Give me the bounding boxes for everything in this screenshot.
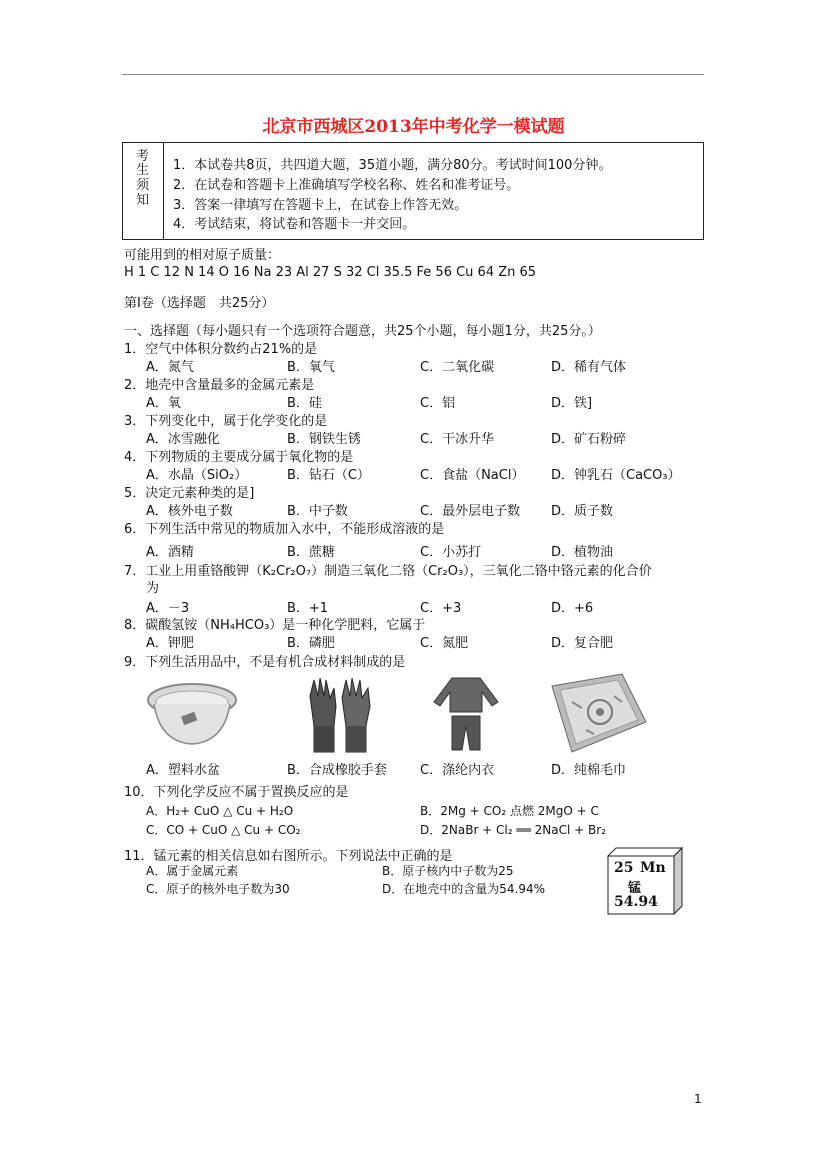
option-b: B．合成橡胶手套 xyxy=(287,763,387,778)
question-stem: 3．下列变化中，属于化学变化的是 xyxy=(124,414,328,429)
option-d: D．在地壳中的含量为54.94% xyxy=(382,882,545,896)
option-a: A．氧 xyxy=(146,396,181,411)
option-b: B．钢铁生锈 xyxy=(287,432,361,447)
question-stem: 10．下列化学反应不属于置换反应的是 xyxy=(124,785,349,800)
option-c: C．最外层电子数 xyxy=(420,504,521,519)
option-a: A．核外电子数 xyxy=(146,504,233,519)
option-b: B．中子数 xyxy=(287,504,348,519)
option-d: D．复合肥 xyxy=(551,636,614,651)
option-d: D．矿石粉碎 xyxy=(551,432,627,447)
part-title: 一、选择题（每小题只有一个选项符合题意，共25个小题，每小题1分，共25分。） xyxy=(124,324,601,339)
option-a: A．塑料水盆 xyxy=(146,763,220,778)
atomic-mass-title: 可能用到的相对原子质量： xyxy=(124,248,281,263)
element-name: 锰 xyxy=(628,881,642,896)
question-stem-continued: 为 xyxy=(146,581,160,596)
section-title: 第Ⅰ卷（选择题 共25分） xyxy=(124,296,275,311)
manganese-element-box xyxy=(606,846,674,908)
question-stem: 9．下列生活用品中，不是有机合成材料制成的是 xyxy=(124,655,406,670)
header-rule xyxy=(122,74,704,75)
option-d: D．铁] xyxy=(551,396,593,411)
option-b: B．硅 xyxy=(287,396,322,411)
option-c: C．二氧化碳 xyxy=(420,360,495,375)
notice-item: 3．答案一律填写在答题卡上，在试卷上作答无效。 xyxy=(173,198,468,213)
option-a: A．水晶（SiO₂） xyxy=(146,468,248,483)
option-c: C．涤纶内衣 xyxy=(420,763,495,778)
option-b: B．2Mg + CO₂ 点燃 2MgO + C xyxy=(420,804,599,818)
option-c: C．CO + CuO △ Cu + CO₂ xyxy=(146,823,301,837)
question-stem: 6．下列生活中常见的物质加入水中，不能形成溶液的是 xyxy=(124,522,445,537)
option-d: D．+6 xyxy=(551,601,594,616)
option-a: A．－3 xyxy=(146,601,190,616)
option-a: A．H₂+ CuO △ Cu + H₂O xyxy=(146,804,294,818)
question-stem: 1．空气中体积分数约占21%的是 xyxy=(124,342,318,357)
option-c: C．干冰升华 xyxy=(420,432,495,447)
question-stem: 8．碳酸氢铵（NH₄HCO₃）是一种化学肥料，它属于 xyxy=(124,618,426,633)
option-c: C．原子的核外电子数为30 xyxy=(146,882,290,896)
atomic-mass: 54.94 xyxy=(614,894,658,910)
option-d: D．2NaBr + Cl₂ ══ 2NaCl + Br₂ xyxy=(420,823,606,837)
polyester-underwear-image xyxy=(432,676,500,752)
candidate-notice-box xyxy=(122,142,704,240)
option-d: D．钟乳石（CaCO₃） xyxy=(551,468,681,483)
question-stem: 2．地壳中含量最多的金属元素是 xyxy=(124,378,315,393)
question-stem: 4．下列物质的主要成分属于氧化物的是 xyxy=(124,450,354,465)
option-b: B．原子核内中子数为25 xyxy=(382,864,514,878)
rubber-gloves-image xyxy=(304,676,376,754)
option-b: B．蔗糖 xyxy=(287,545,335,560)
option-b: B．+1 xyxy=(287,601,329,616)
option-d: D．纯棉毛巾 xyxy=(551,763,627,778)
exam-title: 北京市西城区2013年中考化学一模试题 xyxy=(262,117,565,137)
option-b: B．磷肥 xyxy=(287,636,335,651)
option-d: D．稀有气体 xyxy=(551,360,627,375)
option-b: B．钻石（C） xyxy=(287,468,370,483)
notice-item: 1．本试卷共8页，共四道大题，35道小题，满分80分。考试时间100分钟。 xyxy=(173,158,612,173)
option-a: A．氮气 xyxy=(146,360,194,375)
cotton-towel-image xyxy=(542,672,648,754)
question-stem: 11．锰元素的相关信息如右图所示。下列说法中正确的是 xyxy=(124,849,453,864)
option-a: A．属于金属元素 xyxy=(146,864,239,878)
option-a: A．冰雪融化 xyxy=(146,432,220,447)
option-c: C．小苏打 xyxy=(420,545,482,560)
option-a: A．钾肥 xyxy=(146,636,194,651)
option-d: D．植物油 xyxy=(551,545,614,560)
option-c: C．食盐（NaCl） xyxy=(420,468,525,483)
question-stem: 5．决定元素种类的是] xyxy=(124,486,255,501)
option-b: B．氧气 xyxy=(287,360,335,375)
notice-label: 考 生 须 知 xyxy=(123,143,164,239)
question-stem: 7．工业上用重铬酸钾（K₂Cr₂O₇）制造三氧化二铬（Cr₂O₃），三氧化二铬中铬元素的化合价 xyxy=(124,564,652,579)
notice-item: 2．在试卷和答题卡上准确填写学校名称、姓名和准考证号。 xyxy=(173,178,520,193)
element-symbol: Mn xyxy=(640,860,666,876)
page-number: 1 xyxy=(694,1092,702,1106)
atomic-mass-list: H 1 C 12 N 14 O 16 Na 23 Al 27 S 32 Cl 35.5 Fe 56 Cu 64 Zn 65 xyxy=(124,265,537,280)
option-c: C．+3 xyxy=(420,601,462,616)
plastic-basin-image xyxy=(146,680,238,750)
notice-item: 4．考试结束，将试卷和答题卡一并交回。 xyxy=(173,217,416,232)
option-c: C．铝 xyxy=(420,396,456,411)
atomic-number: 25 xyxy=(614,860,634,876)
option-c: C．氮肥 xyxy=(420,636,469,651)
option-a: A．酒精 xyxy=(146,545,194,560)
option-d: D．质子数 xyxy=(551,504,614,519)
